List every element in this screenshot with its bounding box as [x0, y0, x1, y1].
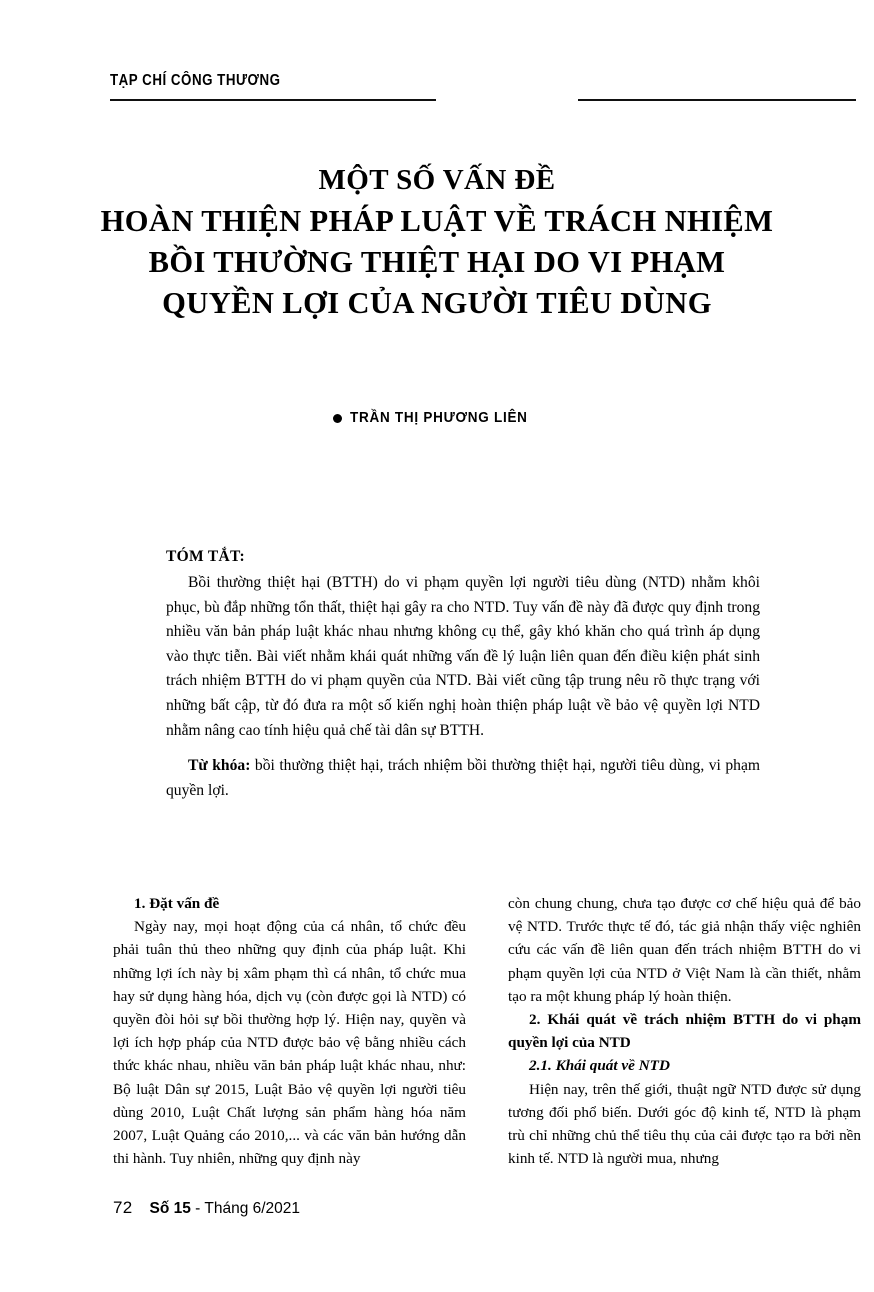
header-rule-right	[578, 99, 856, 101]
body-columns	[113, 892, 861, 1177]
keywords-text: bồi thường thiệt hại, trách nhiệm bồi thường thiệt hại, người tiêu dùng, vi phạm quyền lợi.	[166, 757, 760, 799]
column-right	[508, 892, 861, 1177]
section-heading-1: 1. Đặt vấn đề	[134, 895, 220, 912]
abstract-heading: TÓM TẮT:	[166, 548, 245, 565]
page-number: 72	[113, 1198, 133, 1217]
header-rule-left	[110, 99, 436, 101]
issue-date: - Tháng 6/2021	[190, 1200, 301, 1217]
right-column-paragraph-continued: còn chung chung, chưa tạo được cơ chế hiệu quả để bảo vệ NTD. Trước thực tế đó, tác giả nhận thấy việc nghiên cứu các vấn đề liên quan đến trách nhiệm BTTH do vi phạm quyền lợi của NTD ở Việt Nam là cần thiết, nhằm tạo ra một khung pháp lý hoàn thiện.	[508, 895, 861, 1005]
bullet-icon	[333, 414, 342, 423]
issue-label: Số 15	[149, 1200, 191, 1217]
title-line-4: QUYỀN LỢI CỦA NGƯỜI TIÊU DÙNG	[162, 286, 712, 320]
column-left	[113, 892, 466, 1177]
subsection-heading-2-1: 2.1. Khái quát về NTD	[529, 1057, 670, 1075]
section-heading-2: 2. Khái quát về trách nhiệm BTTH do vi phạm quyền lợi của NTD	[508, 1011, 861, 1052]
article-title	[60, 160, 814, 324]
journal-name: TẠP CHÍ CÔNG THƯƠNG	[110, 72, 281, 89]
masthead	[110, 72, 864, 106]
page-footer	[113, 1198, 300, 1218]
author-name: TRẦN THỊ PHƯƠNG LIÊN	[349, 410, 528, 426]
author-byline	[60, 410, 814, 426]
left-column-paragraph: Ngày nay, mọi hoạt động của cá nhân, tổ chức đều phải tuân thủ theo những quy định của pháp luật. Khi những lợi ích này bị xâm phạm thì cá nhân, tổ chức mua hay sử dụng hàng hóa, dịch vụ (còn được gọi là NTD) có quyền đòi hỏi sự bồi thường hợp lý. Hiện nay, quyền và lợi ích hợp pháp của NTD được bảo vệ bằng nhiều cách thức khác nhau, nhiều văn bản pháp luật khác nhau, như: Bộ luật Dân sự 2015, Luật Bảo vệ quyền lợi người tiêu dùng 2010, Luật Chất lượng sản phẩm hàng hóa năm 2007, Luật Quảng cáo 2010,... và các văn bản hướng dẫn thi hành. Tuy nhiên, những quy định này	[113, 918, 466, 1168]
keywords-label: Từ khóa:	[188, 757, 251, 775]
keywords-line	[166, 754, 760, 803]
title-line-2: HOÀN THIỆN PHÁP LUẬT VỀ TRÁCH NHIỆM	[100, 204, 774, 238]
abstract-body: Bồi thường thiệt hại (BTTH) do vi phạm quyền lợi người tiêu dùng (NTD) nhằm khôi phục, bù đắp những tổn thất, thiệt hại gây ra cho NTD. Tuy vấn đề này đã được quy định trong nhiều văn bản pháp luật khác nhau nhưng không cụ thể, gây khó khăn cho quá trình áp dụng vào thực tiễn. Bài viết nhằm khái quát những vấn đề lý luận liên quan đến điều kiện phát sinh trách nhiệm BTTH do vi phạm quyền của NTD. Bài viết cũng tập trung nêu rõ thực trạng với những bất cập, từ đó đưa ra một số kiến nghị hoàn thiện pháp luật về bảo vệ quyền lợi NTD nhằm nâng cao tính hiệu quả chế tài dân sự BTTH.	[166, 574, 760, 739]
issue-info	[150, 1200, 301, 1218]
abstract-section	[166, 548, 760, 803]
title-line-1: MỘT SỐ VẤN ĐỀ	[318, 164, 556, 196]
right-column-paragraph: Hiện nay, trên thế giới, thuật ngữ NTD được sử dụng tương đối phổ biến. Dưới góc độ kinh tế, NTD là phạm trù chỉ những chủ thể tiêu thụ của cải được tạo ra bởi nền kinh tế. NTD là người mua, nhưng	[508, 1080, 861, 1168]
title-line-3: BỒI THƯỜNG THIỆT HẠI DO VI PHẠM	[148, 245, 726, 279]
